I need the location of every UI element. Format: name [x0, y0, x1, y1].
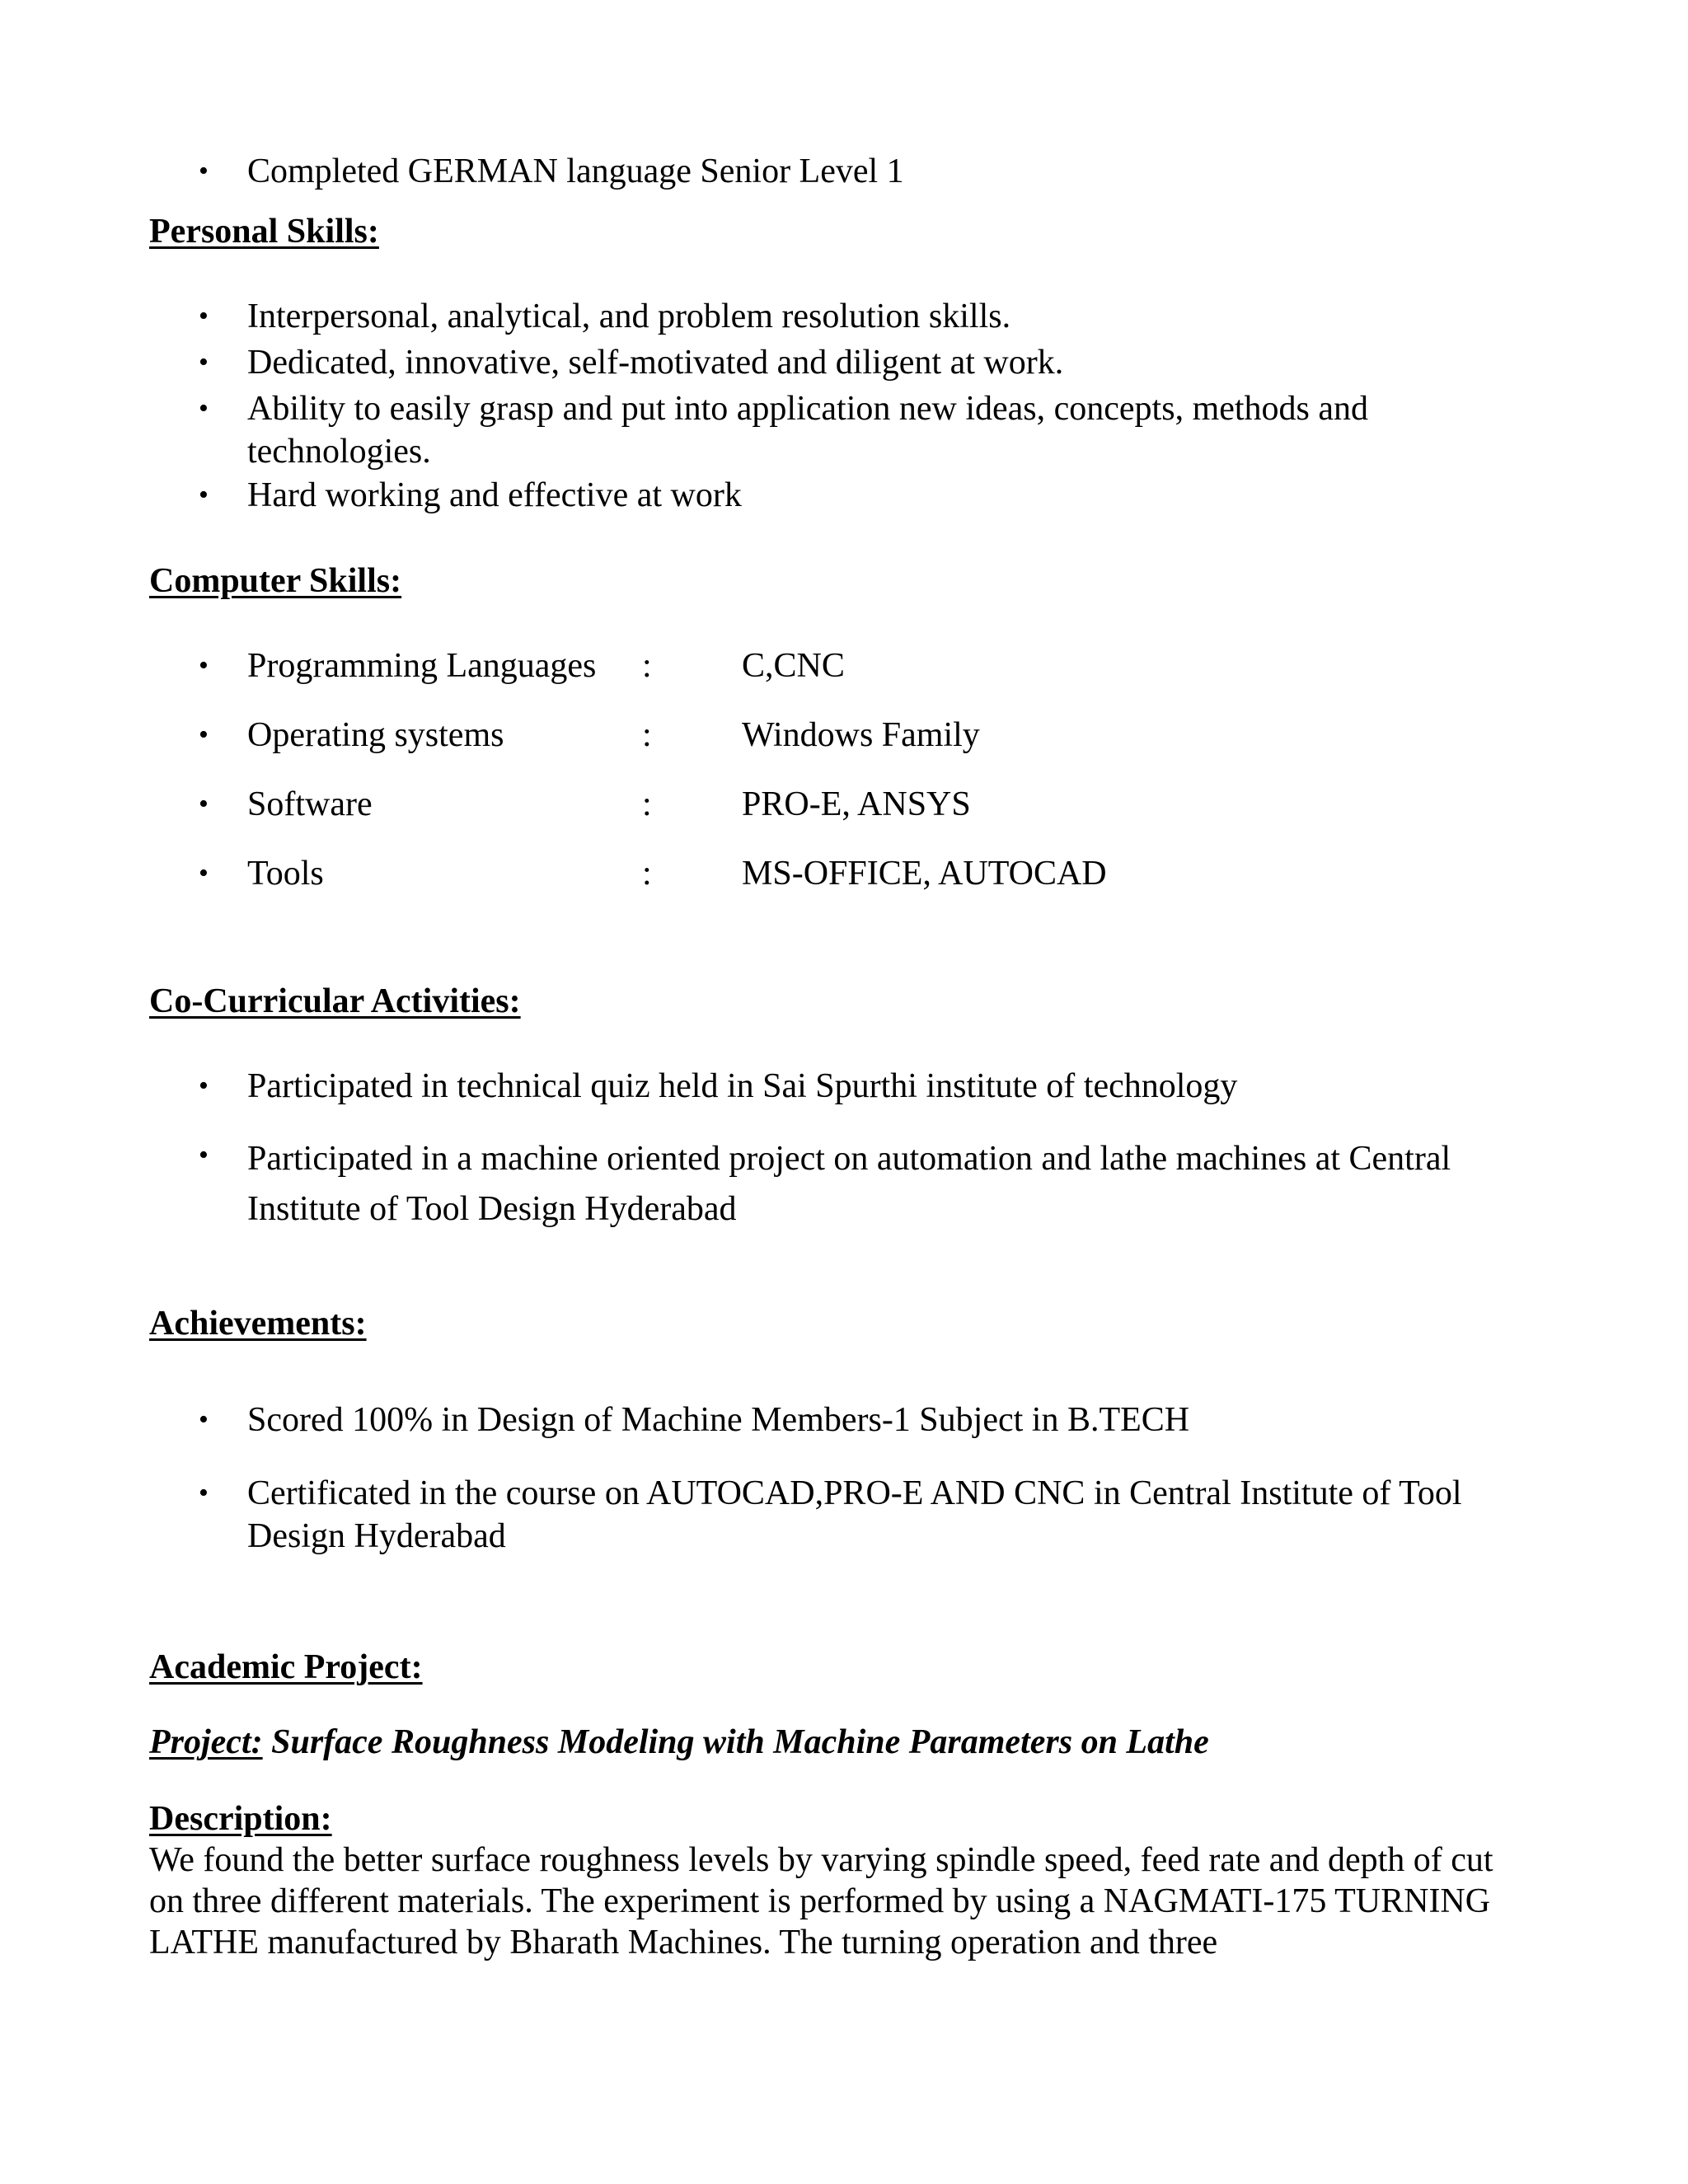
skill-label: Tools — [247, 855, 324, 893]
list-item-text: Scored 100% in Design of Machine Members-1 Subject in B.TECH — [247, 1401, 1190, 1439]
description-paragraph: We found the better surface roughness levels by varying spindle speed, feed rate and depth of cut on three different materials. The experiment is performed by using a NAGMATI-175 TURNING LATHE manufactured by Bharath Machines. The turning operation and three — [149, 1841, 1493, 1961]
project-label: Project: — [149, 1723, 263, 1761]
bullet-icon: • — [199, 393, 209, 424]
bullet-icon: • — [199, 347, 209, 377]
section-heading-achievements: Achievements: — [149, 1305, 367, 1343]
bullet-icon: • — [199, 1140, 209, 1170]
bullet-icon: • — [199, 1071, 209, 1101]
list-item-text: Dedicated, innovative, self-motivated and diligent at work. — [247, 344, 1064, 382]
project-title-line — [149, 1721, 1209, 1764]
skill-label: Operating systems — [247, 716, 504, 754]
list-item-text: Ability to easily grasp and put into application new ideas, concepts, methods and technologies. — [247, 390, 1369, 471]
skill-value: C,CNC — [742, 647, 845, 685]
list-item-text: Completed GERMAN language Senior Level 1 — [247, 152, 904, 190]
list-item-text: Participated in technical quiz held in Sai Spurthi institute of technology — [247, 1067, 1238, 1105]
section-heading-academic-project: Academic Project: — [149, 1648, 423, 1686]
skill-value: PRO-E, ANSYS — [742, 785, 971, 823]
skill-value: MS-OFFICE, AUTOCAD — [742, 855, 1107, 893]
skill-value: Windows Family — [742, 716, 980, 754]
project-title: Surface Roughness Modeling with Machine Parameters on Lathe — [271, 1723, 1209, 1761]
bullet-icon: • — [199, 480, 209, 510]
section-heading-personal-skills: Personal Skills: — [149, 213, 379, 251]
skill-separator: : — [642, 855, 652, 893]
section-heading-computer-skills: Computer Skills: — [149, 562, 402, 600]
list-item-text: Interpersonal, analytical, and problem resolution skills. — [247, 298, 1011, 335]
bullet-icon: • — [199, 858, 209, 888]
list-item-text: Certificated in the course on AUTOCAD,PRO-E AND CNC in Central Institute of Tool Design Hyderabad — [247, 1474, 1462, 1555]
skill-separator: : — [642, 716, 652, 754]
list-item-text: Participated in a machine oriented project on automation and lathe machines at Central Institute of Tool Design Hyderabad — [247, 1140, 1451, 1228]
bullet-icon: • — [199, 301, 209, 331]
description-heading: Description: — [149, 1800, 332, 1838]
skill-label: Software — [247, 785, 373, 823]
bullet-icon: • — [199, 650, 209, 681]
skill-label: Programming Languages — [247, 647, 597, 685]
list-item-text: Hard working and effective at work — [247, 476, 742, 514]
bullet-icon: • — [199, 1478, 209, 1508]
bullet-icon: • — [199, 789, 209, 819]
bullet-icon: • — [199, 719, 209, 750]
bullet-icon: • — [199, 1404, 209, 1435]
bullet-icon: • — [199, 156, 209, 186]
skill-separator: : — [642, 785, 652, 823]
section-heading-co-curricular: Co-Curricular Activities: — [149, 982, 521, 1020]
skill-separator: : — [642, 647, 652, 685]
